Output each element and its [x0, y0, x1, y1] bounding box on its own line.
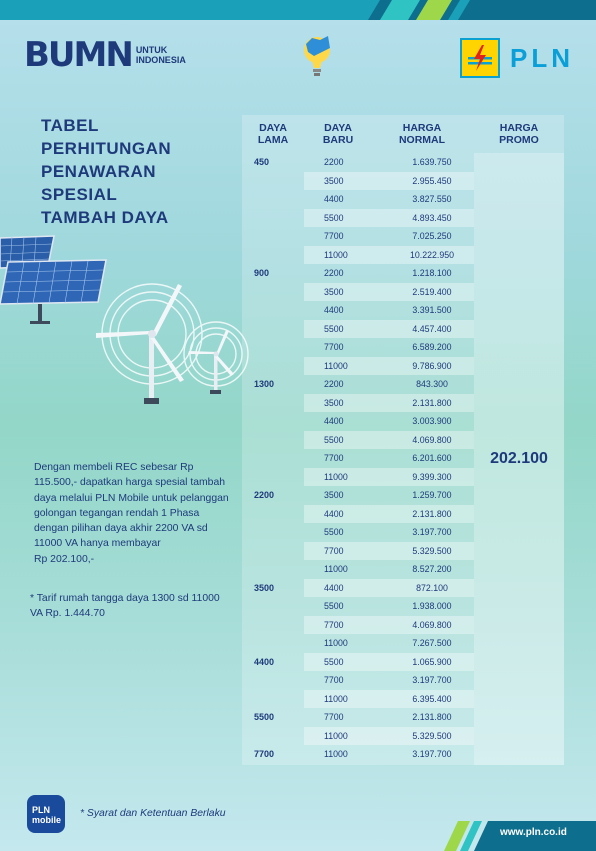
daya-baru-cell: 3500: [324, 397, 344, 408]
daya-baru-cell: 4400: [324, 416, 344, 426]
daya-baru-cell: 2200: [324, 268, 344, 278]
table-row: [304, 690, 474, 709]
daya-baru-cell: 11000: [324, 693, 348, 704]
table-row: [304, 542, 474, 561]
table-row: [304, 357, 474, 376]
daya-baru-cell: 5500: [324, 656, 344, 667]
pln-lightning-icon: [460, 38, 500, 78]
harga-normal-cell: 7.267.500: [412, 638, 452, 648]
harga-normal-cell: 9.399.300: [412, 471, 452, 482]
harga-normal-cell: 3.197.700: [412, 675, 452, 685]
daya-baru-cell: 7700: [324, 231, 344, 241]
daya-baru-cell: 3500: [324, 490, 344, 500]
daya-baru-cell: 11000: [324, 360, 348, 371]
daya-baru-cell: 5500: [324, 434, 344, 445]
page-title: TABEL PERHITUNGAN PENAWARAN SPESIAL TAMBAH DAYA: [41, 116, 172, 227]
top-stripes: [0, 0, 596, 20]
daya-baru-cell: 5500: [324, 601, 344, 611]
daya-baru-cell: 7700: [324, 712, 344, 722]
table-row: [304, 486, 474, 505]
table-row: [304, 560, 474, 579]
table-row: [304, 431, 474, 450]
table-row: [304, 264, 474, 283]
harga-normal-cell: 6.395.400: [412, 693, 452, 704]
table-row: [304, 412, 474, 431]
pln-wordmark: PLN: [510, 42, 574, 73]
header-harga-normal: HARGA NORMAL: [398, 122, 446, 146]
harga-normal-cell: 5.329.500: [412, 545, 452, 556]
daya-baru-cell: 5500: [324, 212, 344, 223]
table-row: [304, 338, 474, 357]
harga-normal-cell: 2.955.450: [412, 175, 452, 186]
table-row: [304, 468, 474, 487]
harga-normal-cell: 1.259.700: [412, 490, 452, 500]
table-row: [304, 505, 474, 524]
daya-lama-cell: 5500: [254, 712, 275, 722]
table-row: [304, 209, 474, 228]
harga-normal-cell: 1.639.750: [412, 157, 452, 167]
daya-baru-cell: 7700: [324, 342, 344, 352]
daya-lama-cell: 7700: [254, 749, 275, 759]
website-link[interactable]: www.pln.co.id: [500, 827, 567, 838]
harga-normal-cell: 1.065.900: [412, 656, 452, 667]
harga-normal-cell: 9.786.900: [412, 360, 452, 371]
daya-lama-cell: 900: [254, 268, 270, 278]
terms-text: * Syarat dan Ketentuan Berlaku: [80, 808, 226, 819]
daya-baru-cell: 11000: [324, 564, 348, 574]
daya-baru-cell: 7700: [324, 675, 344, 685]
harga-normal-cell: 1.938.000: [412, 601, 452, 611]
table-row: [304, 283, 474, 302]
daya-baru-cell: 3500: [324, 175, 344, 186]
daya-baru-cell: 3500: [324, 286, 344, 297]
harga-normal-cell: 3.197.700: [412, 527, 452, 537]
daya-baru-cell: 4400: [324, 194, 344, 204]
daya-baru-cell: 7700: [324, 619, 344, 630]
table-row: [304, 153, 474, 172]
harga-normal-cell: 2.131.800: [412, 397, 452, 408]
daya-baru-cell: 11000: [324, 749, 348, 759]
table-row: [304, 634, 474, 653]
header-harga-promo: HARGA PROMO: [499, 122, 539, 146]
daya-lama-cell: 2200: [254, 490, 275, 500]
table-row: [304, 745, 474, 764]
table-row: [304, 671, 474, 690]
harga-normal-cell: 3.003.900: [412, 416, 452, 426]
bulb-emblem-icon: [300, 34, 334, 80]
daya-baru-cell: 5500: [324, 323, 344, 334]
table-row: [304, 616, 474, 635]
harga-normal-cell: 8.527.200: [412, 564, 452, 574]
daya-baru-cell: 4400: [324, 305, 344, 315]
table-row: [304, 653, 474, 672]
daya-baru-cell: 2200: [324, 157, 344, 167]
table-row: [304, 449, 474, 468]
harga-normal-cell: 4.069.800: [412, 619, 452, 630]
harga-normal-cell: 3.197.700: [412, 749, 452, 759]
daya-baru-cell: 11000: [324, 730, 348, 741]
harga-normal-cell: 7.025.250: [412, 231, 452, 241]
bumn-mark: BUMN: [24, 35, 132, 75]
promo-price: 202.100: [490, 450, 548, 467]
offer-amount: Rp 202.100,-: [34, 553, 95, 565]
price-table: [242, 115, 564, 765]
harga-normal-cell: 3.827.550: [412, 194, 452, 204]
harga-normal-cell: 6.589.200: [412, 342, 452, 352]
harga-normal-cell: 1.218.100: [412, 268, 452, 278]
daya-lama-cell: 450: [254, 157, 270, 167]
table-row: [304, 394, 474, 413]
daya-baru-cell: 11000: [324, 249, 348, 260]
pln-logo: [460, 38, 574, 78]
table-row: [304, 190, 474, 209]
tariff-note: * Tarif rumah tangga daya 1300 sd 11000 VA Rp. 1.444.70: [30, 593, 220, 620]
table-row: [304, 579, 474, 598]
table-row: [304, 727, 474, 746]
harga-normal-cell: 10.222.950: [409, 249, 455, 260]
daya-lama-cell: 3500: [254, 582, 275, 593]
table-row: [304, 597, 474, 616]
table-row: [304, 375, 474, 394]
table-row: [304, 246, 474, 265]
table-row: [304, 708, 474, 727]
harga-normal-cell: 872.100: [416, 582, 448, 593]
daya-baru-cell: 7700: [324, 453, 344, 463]
daya-lama-cell: 4400: [254, 656, 275, 667]
table-row: [304, 320, 474, 339]
table-row: [304, 172, 474, 191]
harga-normal-cell: 2.131.800: [412, 712, 452, 722]
harga-normal-cell: 4.893.450: [412, 212, 452, 223]
header-daya-baru: DAYA BARU: [322, 122, 354, 146]
daya-baru-cell: 4400: [324, 582, 344, 593]
daya-baru-cell: 11000: [324, 638, 348, 648]
header-daya-lama: DAYA LAMA: [257, 122, 289, 146]
table-row: [304, 227, 474, 246]
harga-normal-cell: 4.069.800: [412, 434, 452, 445]
offer-description: Dengan membeli REC sebesar Rp 115.500,- dapatkan harga spesial tambah daya melalui PLN Mobile untuk pelanggan golongan tegangan rendah 1 Phasa dengan pilihan daya akhir 2200 VA sd 11000 VA hanya membayar Rp 202.100,-: [34, 462, 229, 565]
harga-normal-cell: 4.457.400: [412, 323, 452, 334]
daya-baru-cell: 4400: [324, 508, 344, 519]
harga-normal-cell: 2.131.800: [412, 508, 452, 519]
daya-baru-cell: 7700: [324, 545, 344, 556]
daya-baru-cell: 11000: [324, 471, 348, 482]
harga-normal-cell: 5.329.500: [412, 730, 452, 741]
wind-turbine-illustration: [88, 262, 258, 412]
table-row: [304, 523, 474, 542]
pln-mobile-app-icon: PLN mobile: [27, 795, 65, 833]
bumn-tagline: UNTUK INDONESIA: [135, 45, 186, 65]
daya-lama-cell: 1300: [254, 379, 275, 389]
harga-normal-cell: 843.300: [416, 379, 448, 389]
bumn-logo: [24, 35, 186, 75]
harga-normal-cell: 2.519.400: [412, 286, 452, 297]
table-row: [304, 301, 474, 320]
daya-baru-cell: 2200: [324, 379, 344, 389]
harga-normal-cell: 3.391.500: [412, 305, 452, 315]
harga-normal-cell: 6.201.600: [412, 453, 452, 463]
daya-baru-cell: 5500: [324, 527, 344, 537]
